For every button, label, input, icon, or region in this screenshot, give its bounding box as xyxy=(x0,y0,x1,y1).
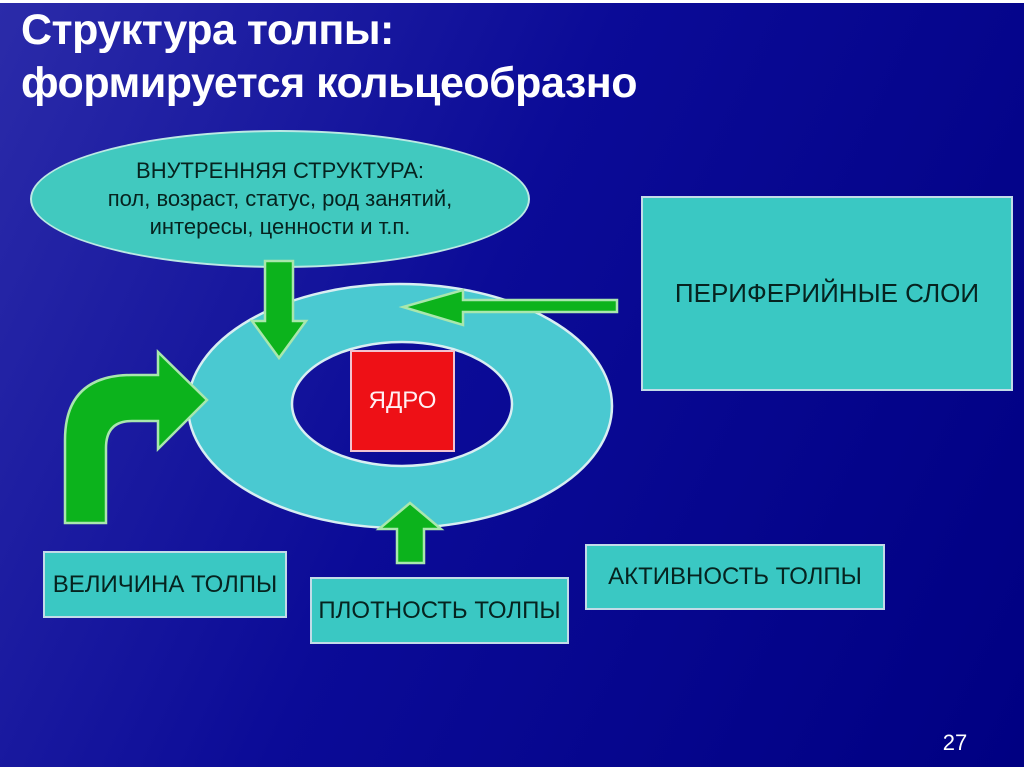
crowd-size-label: ВЕЛИЧИНА ТОЛПЫ xyxy=(52,570,278,598)
crowd-activity-box xyxy=(585,544,885,610)
core-label: ЯДРО xyxy=(368,387,437,414)
bent-arrow-right-icon xyxy=(65,352,207,523)
crowd-density-box xyxy=(310,577,569,644)
page-number: 27 xyxy=(942,730,968,755)
slide-title xyxy=(21,4,1001,110)
crowd-density-label: ПЛОТНОСТЬ ТОЛПЫ xyxy=(318,596,561,624)
slide-title-line2: формируется кольцеобразно xyxy=(21,59,637,107)
slide-top-border xyxy=(0,0,1024,3)
crowd-size-box xyxy=(43,551,287,618)
inner-structure-line2: пол, возраст, статус, род занятий, xyxy=(107,186,453,211)
peripheral-layers-box xyxy=(641,196,1013,391)
slide-title-line1: Структура толпы: xyxy=(21,6,394,54)
inner-structure-line1: ВНУТРЕННЯЯ СТРУКТУРА: xyxy=(136,158,424,183)
peripheral-layers-label: ПЕРИФЕРИЙНЫЕ СЛОИ xyxy=(674,278,980,308)
core-square xyxy=(350,350,455,452)
inner-structure-line3: интересы, ценности и т.п. xyxy=(149,214,411,239)
crowd-activity-label: АКТИВНОСТЬ ТОЛПЫ xyxy=(608,563,862,590)
